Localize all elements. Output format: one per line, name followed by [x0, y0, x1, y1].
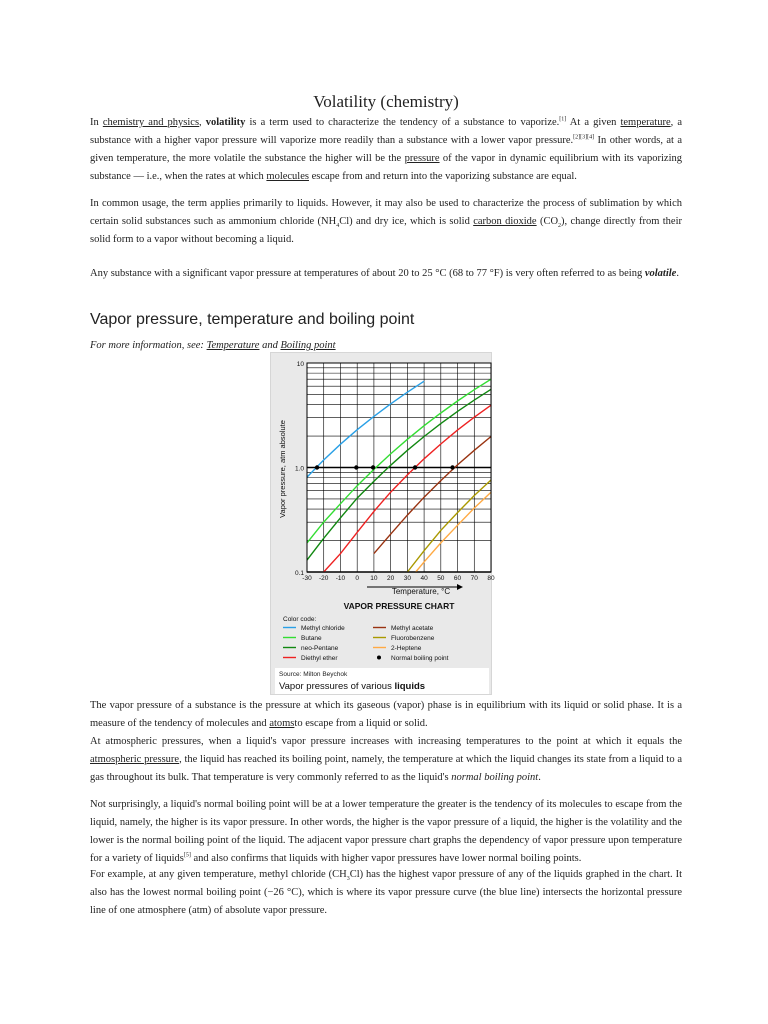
caption-bold: liquids [394, 681, 426, 692]
text-run: Cl) and dry ice, which is solid [339, 216, 474, 227]
x-tick-label: -20 [319, 575, 329, 582]
normal-boiling-point-marker [413, 465, 417, 469]
subscript: 2 [558, 223, 562, 230]
x-tick-label: -30 [302, 575, 312, 582]
subscript: 3 [346, 876, 350, 883]
text-run: In common usage, the term applies primarily to liquids. However, it may also be used to characterize the process of sublimation by which certain solid substances such as ammonium chloride (NH [90, 198, 682, 227]
y-tick-label: 0.1 [294, 570, 304, 577]
text-run: , a substance with a higher vapor pressure will vaporize more readily than a substance with a lower vapor pressure. [90, 117, 682, 146]
x-tick-label: 0 [355, 575, 359, 582]
y-tick-label: 1.0 [294, 465, 304, 473]
link-molecules[interactable]: molecules [266, 171, 309, 182]
x-tick-label: 60 [453, 575, 462, 582]
legend-title: Color code: [283, 616, 317, 623]
x-tick-label: 30 [403, 575, 411, 582]
text-run: At atmospheric pressures, when a liquid's vapor pressure increases with increasing temperatures to the point at which it equals the [90, 736, 682, 747]
x-tick-labels [302, 575, 495, 582]
text-run: and also confirms that liquids with higher vapor pressures have lower normal boiling points. [190, 853, 582, 864]
intro-paragraph [90, 114, 682, 186]
subscript: 4 [336, 223, 340, 230]
text-run: Any substance with a significant vapor pressure at temperatures of about 20 to 25 °C (68 to 77 °F) is very often referred to as being [90, 268, 645, 279]
text-run: . [676, 268, 679, 279]
methyl-chloride-example-paragraph [90, 866, 682, 920]
text-run: of the vapor in dynamic equilibrium with its vaporizing substance — i.e., when the rates at which [90, 153, 682, 182]
reference-1[interactable]: [1] [559, 116, 567, 123]
caption-text: Vapor pressures of various [279, 681, 395, 692]
text-run: In [90, 117, 103, 128]
italic-normal-boiling-point: normal boiling point [451, 772, 539, 783]
x-tick-label: 20 [387, 575, 395, 582]
link-temperature[interactable]: temperature [620, 117, 671, 128]
figure-caption [279, 681, 425, 692]
chart-title: VAPOR PRESSURE CHART [343, 601, 455, 611]
normal-boiling-point-marker [450, 465, 454, 469]
x-axis-arrowhead [457, 584, 463, 590]
grid-lines [307, 363, 491, 572]
legend-label: Diethyl ether [301, 655, 338, 662]
y-axis-label: Vapor pressure, atm absolute [278, 420, 287, 518]
sublimation-paragraph [90, 195, 682, 249]
link-atoms[interactable]: atoms [269, 718, 295, 729]
text-run: The vapor pressure of a substance is the pressure at which its gaseous (vapor) phase is in equilibrium with its liquid or solid phase. It is a measure of the tendency of molecules and [90, 700, 682, 729]
page-title: Volatility (chemistry) [313, 92, 459, 111]
x-tick-label: 50 [437, 575, 445, 582]
vapor-pressure-definition-paragraph [90, 697, 682, 733]
text-run: is a term used to characterize the tendency of a substance to vaporize. [245, 117, 560, 128]
x-tick-label: 80 [487, 575, 495, 582]
legend-label: Methyl chloride [301, 625, 345, 632]
legend-label: Methyl acetate [391, 625, 434, 632]
x-tick-label: 70 [470, 575, 478, 582]
x-tick-label: 10 [370, 575, 378, 582]
text-run: ), change directly from their solid form to a vapor without becoming a liquid. [90, 216, 683, 245]
link-atmospheric-pressure[interactable]: atmospheric pressure [90, 754, 180, 765]
section-heading: Vapor pressure, temperature and boiling point [90, 311, 415, 328]
figure-caption-box [275, 668, 489, 694]
text-run: Not surprisingly, a liquid's normal boiling point will be at a lower temperature the greater is the tendency of its molecules to escape from the liquid, namely, the higher is its vapor pressure. In other words, the higher is the vapor pressure of a liquid, the higher is the volatility and the lower is the normal boiling point of the liquid. The adjacent vapor pressure chart graphs the dependency of vapor pressure upon temperature for a variety of liquids [90, 799, 682, 864]
legend-label: neo-Pentane [301, 645, 339, 652]
link-carbon-dioxide[interactable]: carbon dioxide [473, 216, 537, 227]
legend-label: Normal boiling point [391, 655, 449, 662]
text-run: At a given [566, 117, 621, 128]
volatility-paragraph [90, 796, 682, 868]
text-run: to escape from a liquid or solid. [294, 718, 428, 729]
y-tick-label: 10 [296, 361, 304, 368]
bold-term-volatility: volatility [205, 117, 246, 128]
link-chemistry-and-physics[interactable]: chemistry and physics [102, 117, 200, 128]
text-run: . [538, 772, 541, 783]
vapor-pressure-chart [271, 353, 493, 669]
normal-boiling-point-marker [315, 465, 319, 469]
boiling-point-paragraph [90, 733, 682, 787]
chart-legend [283, 625, 449, 662]
link-boiling-point-article[interactable]: Boiling point [280, 340, 336, 351]
link-temperature-article[interactable]: Temperature [206, 340, 260, 351]
text-run: For example, at any given temperature, methyl chloride (CH [90, 869, 347, 880]
text-run: (CO [536, 216, 559, 227]
bold-italic-volatile: volatile [644, 268, 677, 279]
text-run: In other words, at a given temperature, the more volatile the substance the higher will be the [90, 135, 682, 164]
link-pressure[interactable]: pressure [404, 153, 440, 164]
normal-boiling-point-marker [354, 465, 358, 469]
text-run: Cl) has the highest vapor pressure of any of the liquids graphed in the chart. It also has the lowest normal boiling point (−26 °C), which is where its vapor pressure curve (the blue line) intersects the horizontal pressure line of one atmosphere (atm) of absolute vapor pressure. [90, 869, 682, 916]
legend-label: Butane [301, 635, 322, 642]
x-tick-label: -10 [335, 575, 346, 582]
text-run: and [259, 340, 281, 351]
reference-2-3-4[interactable]: [2][3][4] [573, 134, 595, 141]
normal-boiling-point-marker [371, 465, 375, 469]
y-tick-labels [295, 361, 304, 577]
legend-label: Fluorobenzene [391, 635, 435, 642]
text-run: , the liquid has reached its boiling point, namely, the temperature at which the liquid changes its state from a liquid to a gas throughout its bulk. That temperature is very commonly referred to as the liquid's [90, 754, 682, 783]
x-axis-label: Temperature, °C [391, 587, 451, 596]
text-run: escape from and return into the vaporizing substance are equal. [308, 171, 577, 182]
see-also-line [90, 340, 336, 351]
vapor-pressure-figure [270, 352, 495, 695]
legend-marker-dot [377, 656, 381, 660]
text-run: , [199, 117, 206, 128]
volatile-definition-paragraph [90, 265, 682, 283]
reference-5[interactable]: [5] [183, 852, 191, 859]
text-run: For more information, see: [90, 340, 207, 351]
x-tick-label: 40 [420, 575, 428, 582]
legend-label: 2-Heptene [391, 645, 422, 652]
figure-source: Source: Milton Beychok [279, 671, 348, 678]
